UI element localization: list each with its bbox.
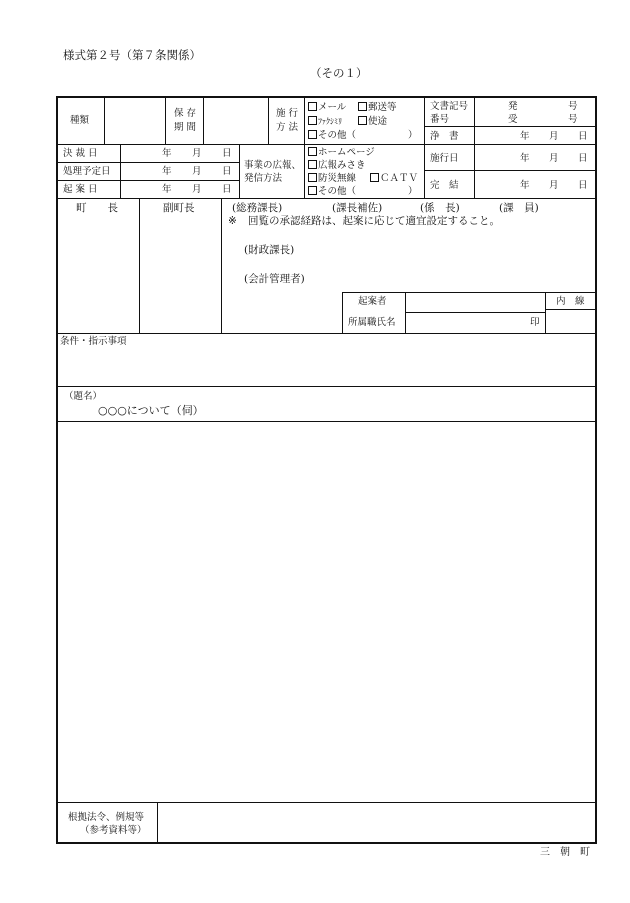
option-mail[interactable]: メール: [308, 102, 346, 113]
body-area[interactable]: [58, 422, 595, 802]
year-label: 年: [162, 166, 172, 177]
year-label: 年: [520, 131, 530, 142]
year-label: 年: [520, 180, 530, 191]
kakari-label: (係 長): [420, 202, 460, 214]
kanketsu-label: 完 結: [430, 180, 459, 191]
checkbox-icon[interactable]: [358, 116, 367, 125]
title-label: （題名）: [64, 391, 103, 402]
option-other-close: ）: [408, 130, 418, 141]
checkbox-icon[interactable]: [358, 102, 367, 111]
option-bousai[interactable]: 防災無線: [308, 173, 356, 184]
checkbox-icon[interactable]: [308, 160, 317, 169]
pr-label-b: 発信方法: [244, 173, 283, 184]
docnum-label-b: 番号: [430, 114, 450, 125]
kian-label: 起 案 日: [63, 184, 98, 195]
day-label: 日: [222, 166, 232, 177]
option-catv[interactable]: ＣＡＴＶ: [370, 173, 418, 184]
go-label: 号: [568, 101, 578, 112]
zaisei-label: (財政課長): [244, 244, 295, 256]
sub-label: （その１）: [310, 66, 368, 80]
checkbox-icon[interactable]: [308, 173, 317, 182]
basis-label-b: （参考資料等）: [80, 825, 147, 836]
checkbox-icon[interactable]: [308, 186, 317, 195]
checkbox-icon[interactable]: [370, 173, 379, 182]
storage-label-a: 保 存: [174, 108, 197, 119]
go-label: 号: [568, 114, 578, 125]
jousho-label: 浄 書: [430, 131, 459, 142]
year-label: 年: [162, 148, 172, 159]
option-other-close-2: ）: [408, 186, 418, 197]
basis-field[interactable]: [158, 803, 595, 842]
docnum-label-a: 文書記号: [430, 101, 469, 112]
day-label: 日: [222, 184, 232, 195]
basis-label-a: 根拠法令、例規等: [68, 812, 145, 823]
title-value[interactable]: ○○○について（伺）: [98, 404, 204, 417]
checkbox-icon[interactable]: [308, 116, 317, 125]
shori-label: 処理予定日: [63, 166, 111, 177]
pr-label-a: 事業の広報、: [244, 160, 302, 171]
kessai-label: 決 裁 日: [63, 148, 98, 159]
checkbox-icon[interactable]: [308, 102, 317, 111]
option-other[interactable]: その他（: [308, 130, 356, 141]
checkbox-icon[interactable]: [308, 147, 317, 156]
conditions-label: 条件・指示事項: [60, 336, 127, 347]
kind-label: 種類: [70, 115, 90, 126]
soumu-label: (総務課長): [232, 202, 283, 214]
option-homepage[interactable]: ホームページ: [308, 147, 375, 158]
hatsu-label: 発: [508, 101, 518, 112]
storage-label-b: 期 間: [174, 122, 197, 133]
seal-label: 印: [530, 317, 540, 328]
option-messenger[interactable]: 使途: [358, 116, 387, 127]
method-label-a: 施 行: [276, 108, 299, 119]
kain-label: (課 員): [499, 202, 539, 214]
routing-note: 回覧の承認経路は、起案に応じて適宜設定すること。: [248, 215, 500, 227]
day-label: 日: [578, 153, 588, 164]
form-label: 様式第２号（第７条関係）: [63, 48, 201, 62]
town-name: 三 朝 町: [540, 847, 590, 858]
month-label: 月: [192, 166, 202, 177]
option-other-2[interactable]: その他（: [308, 186, 356, 197]
option-fax[interactable]: ﾌｧｸｼﾐﾘ: [308, 116, 342, 127]
shikoubi-label: 施行日: [430, 153, 459, 164]
method-label-b: 方 法: [276, 122, 299, 133]
chou-label: 町 長: [76, 202, 118, 214]
day-label: 日: [578, 131, 588, 142]
kaikei-label: (会計管理者): [244, 273, 305, 285]
day-label: 日: [222, 148, 232, 159]
month-label: 月: [192, 148, 202, 159]
fukuchou-label: 副町長: [163, 202, 195, 214]
year-label: 年: [520, 153, 530, 164]
option-koho[interactable]: 広報みさき: [308, 160, 366, 171]
day-label: 日: [578, 180, 588, 191]
month-label: 月: [549, 131, 559, 142]
hosa-label: (課長補佐): [332, 202, 383, 214]
shozoku-label: 所属職氏名: [348, 317, 396, 328]
month-label: 月: [549, 180, 559, 191]
month-label: 月: [192, 184, 202, 195]
note-mark: ※: [228, 215, 237, 227]
month-label: 月: [549, 153, 559, 164]
ju-label: 受: [508, 114, 518, 125]
checkbox-icon[interactable]: [308, 130, 317, 139]
option-post[interactable]: 郵送等: [358, 102, 397, 113]
kiansha-label: 起案者: [358, 296, 387, 307]
naisen-label: 内 線: [556, 296, 585, 307]
year-label: 年: [162, 184, 172, 195]
